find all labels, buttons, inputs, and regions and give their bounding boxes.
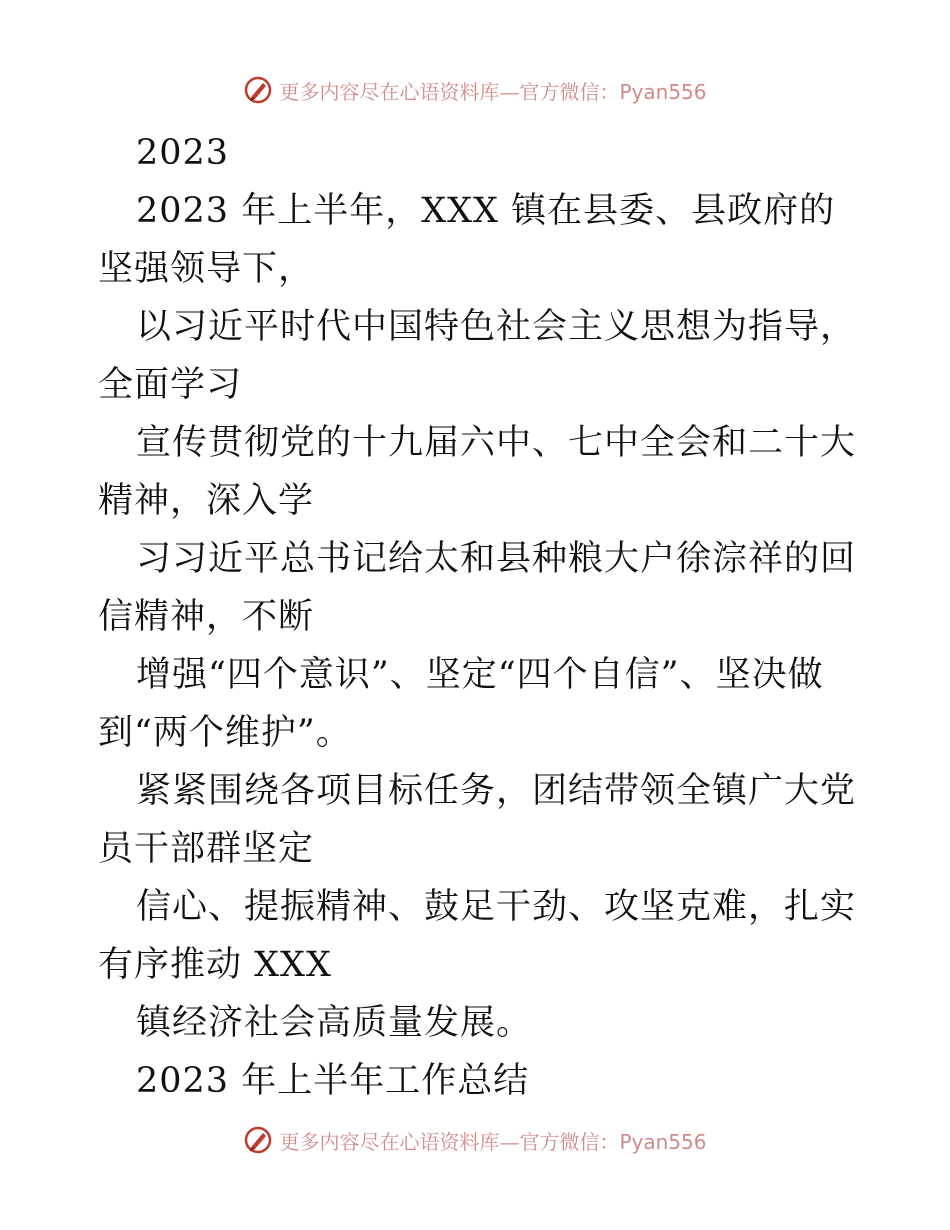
paragraph: 信心、提振精神、鼓足干劲、攻坚克难，扎实有序推动 XXX	[98, 887, 857, 985]
paragraph: 增强“四个意识”、坚定“四个自信”、坚决做到“两个维护”。	[98, 655, 824, 753]
paragraph-heading: 2023	[136, 133, 230, 173]
paragraph: 以习近平时代中国特色社会主义思想为指导，全面学习	[98, 307, 857, 405]
paragraph: 2023 年上半年，XXX 镇在县委、县政府的坚强领导下，	[98, 191, 836, 289]
paragraph: 镇经济社会高质量发展。	[136, 1003, 533, 1043]
paragraph: 宣传贯彻党的十九届六中、七中全会和二十大精神，深入学	[98, 423, 857, 521]
paragraph: 紧紧围绕各项目标任务，团结带领全镇广大党员干部群坚定	[98, 771, 857, 869]
pen-logo-icon	[243, 1125, 273, 1155]
watermark-text: 更多内容尽在心语资料库—官方微信：Pyan556	[279, 79, 707, 104]
watermark-footer	[0, 1122, 950, 1158]
watermark-header	[0, 72, 950, 108]
paragraph-summary-title: 2023 年上半年工作总结	[136, 1061, 530, 1101]
document-body	[98, 124, 858, 1110]
paragraph: 习习近平总书记给太和县种粮大户徐淙祥的回信精神，不断	[98, 539, 857, 637]
pen-logo-icon	[243, 75, 273, 105]
watermark-text: 更多内容尽在心语资料库—官方微信：Pyan556	[279, 1129, 707, 1154]
